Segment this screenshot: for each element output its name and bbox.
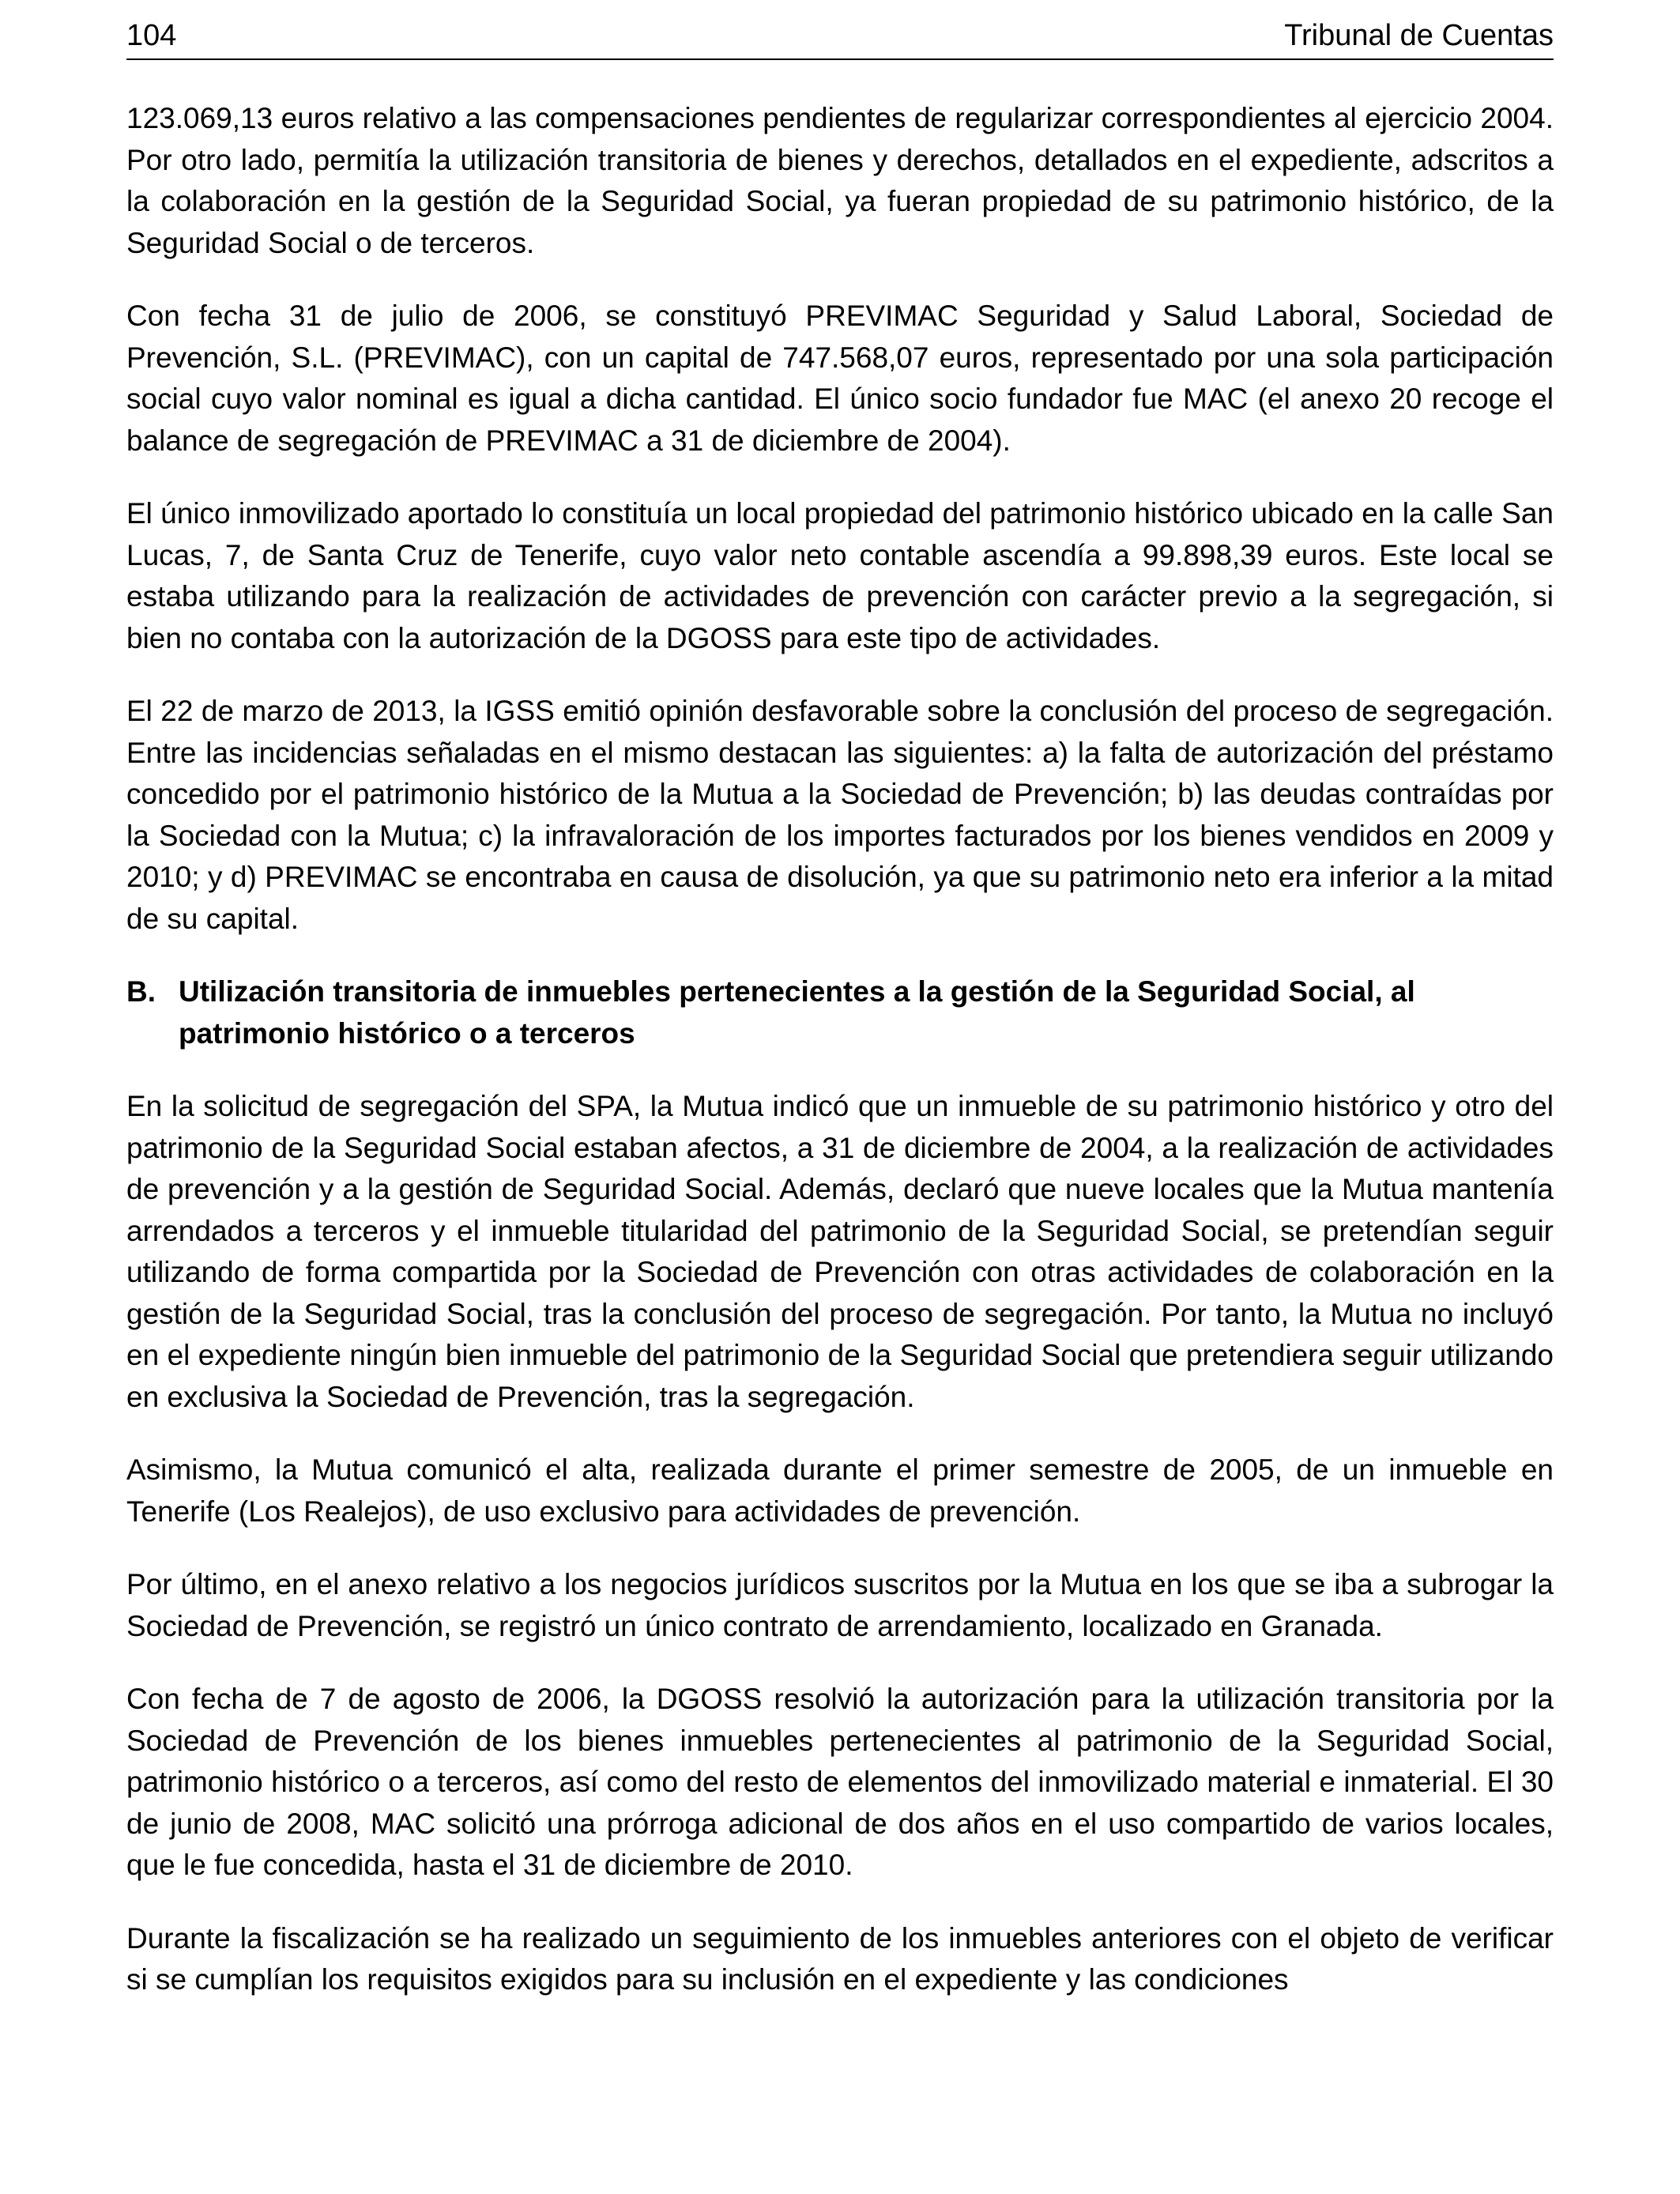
body-paragraph: En la solicitud de segregación del SPA, la Mutua indicó que un inmueble de su patrimonio histórico y otro del patrimonio de la Seguridad Social estaban afectos, a 31 de diciembre de 2004, a la realización de actividades de prevención y a la gestión de Seguridad Social. Además, declaró que nueve locales que la Mutua mantenía arrendados a terceros y el inmueble titularidad del patrimonio de la Seguridad Social, se pretendían seguir utilizando de forma compartida por la Sociedad de Prevención con otras actividades de colaboración en la gestión de la Seguridad Social, tras la conclusión del proceso de segregación. Por tanto, la Mutua no incluyó en el expediente ningún bien inmueble del patrimonio de la Seguridad Social que pretendiera seguir utilizando en exclusiva la Sociedad de Prevención, tras la segregación. [126, 1090, 1554, 1413]
page-header [126, 19, 1554, 60]
body-paragraph: Por último, en el anexo relativo a los negocios jurídicos suscritos por la Mutua en los que se iba a subrogar la Sociedad de Prevención, se registró un único contrato de arrendamiento, localizado en Granada. [126, 1568, 1554, 1642]
document-body [126, 98, 1554, 2033]
body-paragraph: El único inmovilizado aportado lo constituía un local propiedad del patrimonio histórico ubicado en la calle San Lucas, 7, de Santa Cruz de Tenerife, cuyo valor neto contable ascendía a 99.898,39 euros. Este local se estaba utilizando para la realización de actividades de prevención con carácter previo a la segregación, si bien no contaba con la autorización de la DGOSS para este tipo de actividades. [126, 497, 1554, 654]
section-letter: B. [126, 975, 156, 1008]
page-number: 104 [126, 19, 177, 52]
body-paragraph: El 22 de marzo de 2013, la IGSS emitió opinión desfavorable sobre la conclusión del proceso de segregación. Entre las incidencias señaladas en el mismo destacan las siguientes: a) la falta de autorización del préstamo concedido por el patrimonio histórico de la Mutua a la Sociedad de Prevención; b) las deudas contraídas por la Sociedad con la Mutua; c) la infravaloración de los importes facturados por los bienes vendidos en 2009 y 2010; y d) PREVIMAC se encontraba en causa de disolución, ya que su patrimonio neto era inferior a la mitad de su capital. [126, 695, 1554, 935]
running-title: Tribunal de Cuentas [1284, 19, 1554, 52]
body-paragraph: Con fecha 31 de julio de 2006, se constituyó PREVIMAC Seguridad y Salud Laboral, Sociedad de Prevención, S.L. (PREVIMAC), con un capital de 747.568,07 euros, representado por una sola participación social cuyo valor nominal es igual a dicha cantidad. El único socio fundador fue MAC (el anexo 20 recoge el balance de segregación de PREVIMAC a 31 de diciembre de 2004). [126, 300, 1554, 457]
section-heading [126, 971, 1554, 1054]
body-paragraph: Asimismo, la Mutua comunicó el alta, realizada durante el primer semestre de 2005, de un inmueble en Tenerife (Los Realejos), de uso exclusivo para actividades de prevención. [126, 1453, 1554, 1528]
body-paragraph: Durante la fiscalización se ha realizado un seguimiento de los inmuebles anteriores con el objeto de verificar si se cumplían los requisitos exigidos para su inclusión en el expediente y las condiciones [126, 1921, 1554, 1996]
section-title: Utilización transitoria de inmuebles pertenecientes a la gestión de la Seguridad Social, al patrimonio histórico o a terceros [179, 975, 1415, 1050]
body-paragraph: Con fecha de 7 de agosto de 2006, la DGOSS resolvió la autorización para la utilización transitoria por la Sociedad de Prevención de los bienes inmuebles pertenecientes al patrimonio de la Seguridad Social, patrimonio histórico o a terceros, así como del resto de elementos del inmovilizado material e inmaterial. El 30 de junio de 2008, MAC solicitó una prórroga adicional de dos años en el uso compartido de varios locales, que le fue concedida, hasta el 31 de diciembre de 2010. [126, 1683, 1554, 1881]
body-paragraph: 123.069,13 euros relativo a las compensaciones pendientes de regularizar correspondientes al ejercicio 2004. Por otro lado, permitía la utilización transitoria de bienes y derechos, detallados en el expediente, adscritos a la colaboración en la gestión de la Seguridad Social, ya fueran propiedad de su patrimonio histórico, de la Seguridad Social o de terceros. [126, 102, 1554, 259]
